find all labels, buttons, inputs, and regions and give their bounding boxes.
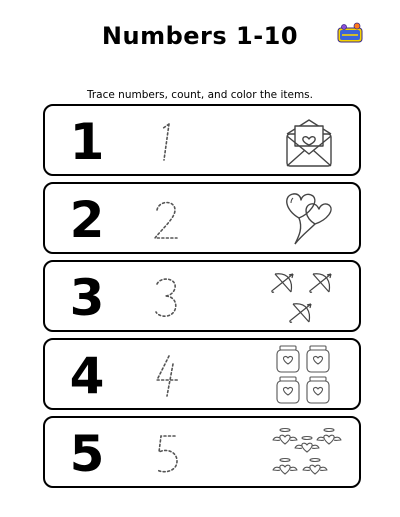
number-label: 3 xyxy=(69,269,105,327)
number-row-5 xyxy=(43,416,361,488)
trace-number-2[interactable] xyxy=(145,190,189,250)
trace-number-4[interactable] xyxy=(145,346,189,406)
brand-logo-icon xyxy=(337,22,363,46)
number-label: 5 xyxy=(69,425,105,483)
heart-balloons-icon[interactable] xyxy=(269,188,349,250)
winged-heart-icon[interactable] xyxy=(269,422,349,484)
trace-number-1[interactable] xyxy=(145,112,189,172)
number-label: 1 xyxy=(69,113,105,171)
number-row-2 xyxy=(43,182,361,254)
heart-jar-icon[interactable] xyxy=(269,344,349,406)
trace-number-5[interactable] xyxy=(145,424,189,484)
trace-number-3[interactable] xyxy=(145,268,189,328)
number-row-3 xyxy=(43,260,361,332)
number-row-4 xyxy=(43,338,361,410)
instructions-text: Trace numbers, count, and color the items. xyxy=(86,89,313,101)
number-label: 4 xyxy=(69,347,105,405)
page-title: Numbers 1-10 xyxy=(101,22,299,50)
bow-arrow-icon[interactable] xyxy=(269,266,349,328)
number-label: 2 xyxy=(69,191,105,249)
envelope-heart-icon[interactable] xyxy=(269,110,349,172)
number-row-1 xyxy=(43,104,361,176)
